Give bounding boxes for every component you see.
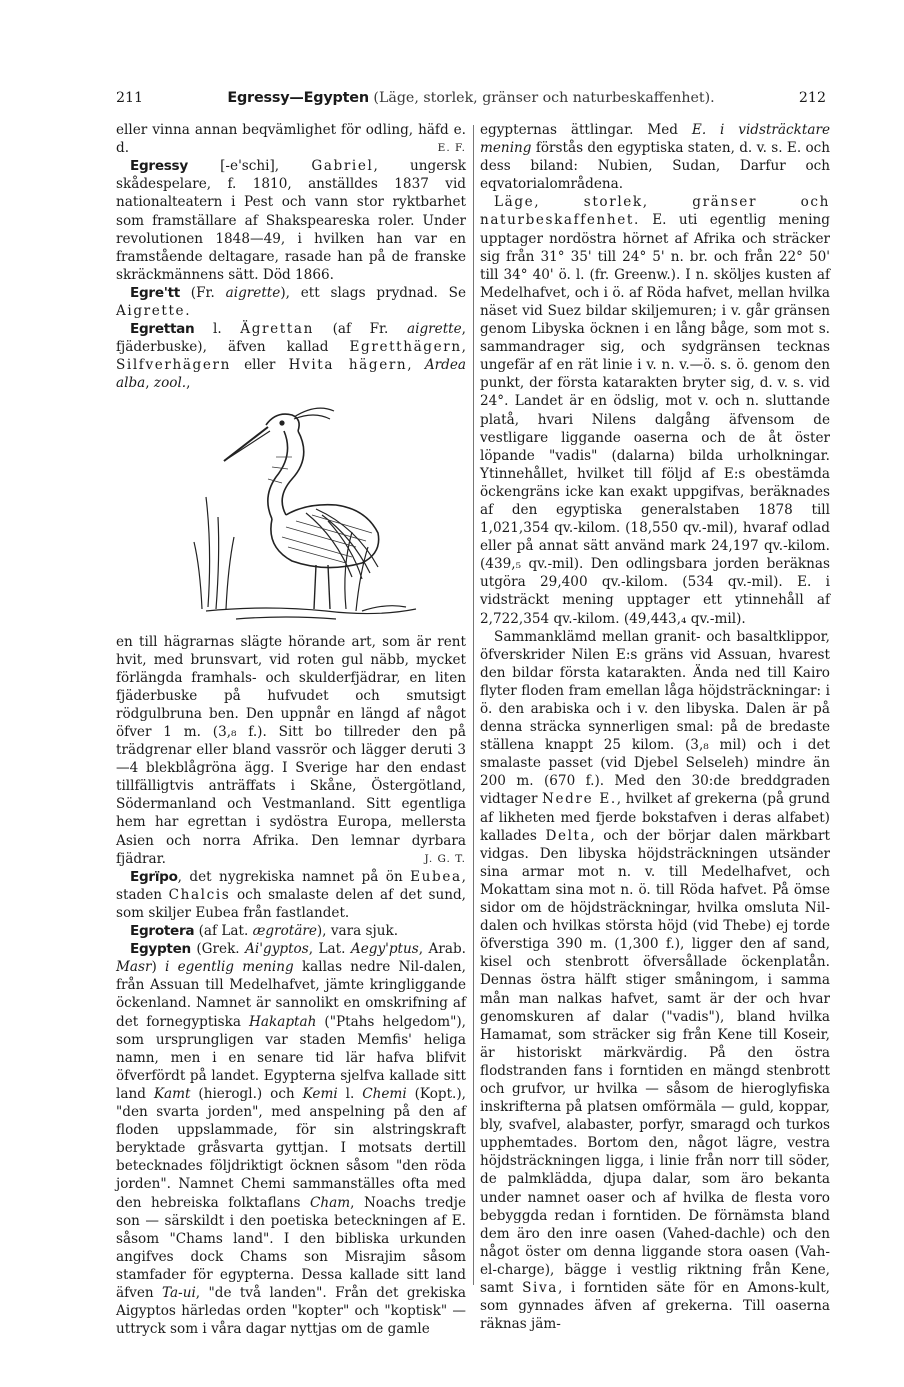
running-title <box>116 90 826 106</box>
section-nilen: Sammanklämd mellan granit- och basaltklippor, öfverskrider Nilen E:s gräns vid Assuan, hvarest den bildar första katarakten. Ända ned till Kairo flyter floden fram emellan låga höjdsträckningar: i ö. den arabiska och i v. den libyska. Dalen är på denna sträcka synnerligen smal: på de bredaste ställena knappt 25 kilom. (3,₈ mil) och i det smalaste passet (vid Djebel Selseleh) mindre än 200 m. (670 f.). Med den 30:de breddgraden vidtager Nedre E., hvilket af grekerna (på grund af likheten med fjerde bokstafven i deras alfabet) kallades Delta, och der börjar dalen märkbart vidgas. Den libyska höjdsträckningen utsänder sina armar mot n. v. till Medelhafvet, och Mokattam sina mot n. ö. till Röda hafvet. På ömse sidor om de höjdsträckningar, hvilka omsluta Nil-dalen och hvilkas största höjd (vid Thebe) ej torde öfverstiga 390 m. (1,300 f.), ligger den af sand, kisel och stenbrott öfversållade öckenplatån. Dennas östra hälft stiger småningom, i samma mån man nalkas hafvet, samt är der och hvar genomskuren af dalar ("vadis"), bland hvilka Hamamat, som sträcker sig från Kene till Koseir, är historiskt märkvärdig. På den östra flodstranden fans i forntiden en mängd stenbrott och grufvor, ur hvilka — såsom de hieroglyfiska inskrifterna på platsen omförmäla — guld, koppar, bly, svafvel, alabaster, porfyr, smaragd och turkos upphemtades. Bortom den, något lägre, vestra höjdsträckningen ligga, i linie från norr till söder, de palmklädda, djupa dalar, som äro bekanta under namnet oaser och af hvilka de flesta voro bebyggda redan i forntiden. De förnämsta bland dem äro den inre oasen (Vahed-dachle) och den något öster om denna liggande stora oasen (Vah-el-charge), bägge i vestlig riktning från Kene, samt Siva, i forntiden säte för en Amons-kult, som gynnades äfven af grekerna. Till oaserna räknas jäm- <box>480 628 830 1333</box>
column-divider <box>473 125 474 1285</box>
heron-illustration-icon <box>116 397 466 627</box>
headword: Egressy <box>130 158 188 175</box>
headword: Egrettan <box>130 321 195 338</box>
page-number-right: 212 <box>798 90 826 106</box>
left-column <box>116 121 466 1338</box>
entry-egrett: Egre'tt (Fr. aigrette), ett slags prydnad. Se Aigrette. <box>116 284 466 320</box>
entry-egrettan-continued: en till hägrarnas slägte hörande art, som är rent hvit, med brunsvart, vid roten gul näbb, mycket förlängda framhals- och skulderfjädrar, en liten fjäderbuske på hufvudet och smutsigt rödgulbruna ben. Den uppnår en längd af något öfver 1 m. (3,₈ f.). Sitt bo tillreder den på trädgrenar eller bland vassrör och lägger deruti 3—4 blekblågröna ägg. I Sverige har den endast tillfälligtvis anträffats i Skåne, Östergötland, Södermanland och Vestmanland. Sitt egentliga hem har egrettan i sydöstra Europa, mellersta Asien och norra Afrika. Den lemnar dyrbara fjädrar. <box>116 633 466 867</box>
right-column <box>480 121 830 1333</box>
entry-egripo: Egrïpo, det nygrekiska namnet på ön Eubea, staden Chalcis och smalaste delen af det sund, som skiljer Eubea från fastlandet. <box>116 868 466 921</box>
running-title-main: Egressy—Egypten <box>227 90 369 106</box>
headword: Egre'tt <box>130 284 180 301</box>
headword: Egrïpo <box>130 868 178 885</box>
entry-egrotera: Egrotera (af Lat. ægrotäre), vara sjuk. <box>130 923 399 940</box>
signature: E. F. <box>437 142 466 155</box>
page-number-left: 211 <box>116 90 144 106</box>
entry-egrettan: Egrettan l. Ägrettan (af Fr. aigrette, fjäderbuske), äfven kallad Egretthägern, Silfverhägern eller Hvita hägern, Ardea alba, zool., <box>116 321 466 392</box>
signature: J. G. T. <box>424 852 466 865</box>
section-heading: Läge, storlek, gränser och naturbeskaffenhet. <box>480 194 830 229</box>
entry-egypten: Egypten (Grek. Ai'gyptos, Lat. Aegy'ptus, Arab. Masr) i egentlig mening kallas nedre Nil-dalen, från Assuan till Medelhafvet, jämte kringliggande öckenland. Namnet är sannolikt en omskrifning af det fornegyptiska Hakaptah ("Ptahs helgedom"), som ursprungligen var staden Memfis' heliga namn, men i en senare tid lär hafva blifvit öfverfördt på landet. Egypterna sjelfva kallade sitt land Kamt (hierogl.) och Kemi l. Chemi (Kopt.), "den svarta jorden", med anspelning på den af floden uppslammade, för sin alstringskraft beryktade gråsvarta gyttjan. I motsats dertill betecknades följdriktigt öcknen såsom "den röda jorden". Namnet Chemi sammanställes ofta med den hebreiska folktaflans Cham, Noachs tredje son — särskildt i den poetiska beteckningen af E. såsom "Chams land". I den bibliska urkunden angifves dock Chams son Misrajim såsom stamfader för egypterna. Dessa kallade sitt land äfven Ta-ui, "de två landen". Från det grekiska Aigyptos härledas orden "kopter" och "koptisk" — uttryck som i våra dagar nyttjas om de gamle <box>116 941 467 1338</box>
entry-egypten-continued: egypternas ättlingar. Med E. i vidsträcktare mening förstås den egyptiska staten, d. v. s. E. och dess biland: Nubien, Sudan, Darfur och eqvatorialområdena. <box>480 122 831 193</box>
entry-continuation: eller vinna annan beqvämlighet för odling, häfd e. d. <box>116 122 466 157</box>
entry-egressy: Egressy [-e'schi], Gabriel, ungersk skådespelare, f. 1810, anställdes 1837 vid nationalteatern i Pest och vann stor ryktbarhet som framställare af Shakspeareska roler. Under revolutionen 1848—49, i hvilken han var en framstående deltagare, rasade han på de franske skräckmännens sätt. Död 1866. <box>116 158 466 283</box>
section-lage: Läge, storlek, gränser och naturbeskaffenhet. E. uti egentlig mening upptager nordöstra hörnet af Afrika och sträcker sig från 31° 35' till 24° 5' n. br. och från 22° 50' till 34° 40' ö. l. (fr. Greenw.). I n. sköljes kusten af Medelhafvet, och i ö. af Röda hafvet, mellan hvilka näset vid Suez bildar skiljemuren; i v. går gränsen genom Libyska öcknen i en lång båge, som mot s. sammandrager sig, och sydgränsen tecknas ungefär af en rät linie i v. n. v.—ö. s. ö. genom den punkt, der första katarakten bryter sig, d. v. s. vid 24°. Landet är en ödslig, mot v. och n. sluttande platå, hvari Nilens dalgång äfvensom de vestligare liggande oaserna och de åt öster löpande "vadis" (dalarna) bilda urholkningar. Ytinnehållet, hvilket till följd af E:s obestämda öckengräns icke kan exakt uppgifvas, beräknades af den egyptiska generalstaben 1878 till 1,021,354 qv.-kilom. (18,550 qv.-mil), hvaraf odlad eller på annat sätt använd mark 24,197 qv.-kilom. (439,₅ qv.-mil). Den odlingsbara jorden beräknas utgöra 29,400 qv.-kilom. (534 qv.-mil). E. i vidsträckt mening upptager ett ytinnehåll af 2,722,354 qv.-kilom. (49,443,₄ qv.-mil). <box>480 194 830 627</box>
headword: Egrotera <box>130 923 195 940</box>
running-title-sub: (Läge, storlek, gränser och naturbeskaffenhet). <box>373 90 715 106</box>
headword: Egypten <box>130 941 191 958</box>
page-header <box>116 90 826 112</box>
